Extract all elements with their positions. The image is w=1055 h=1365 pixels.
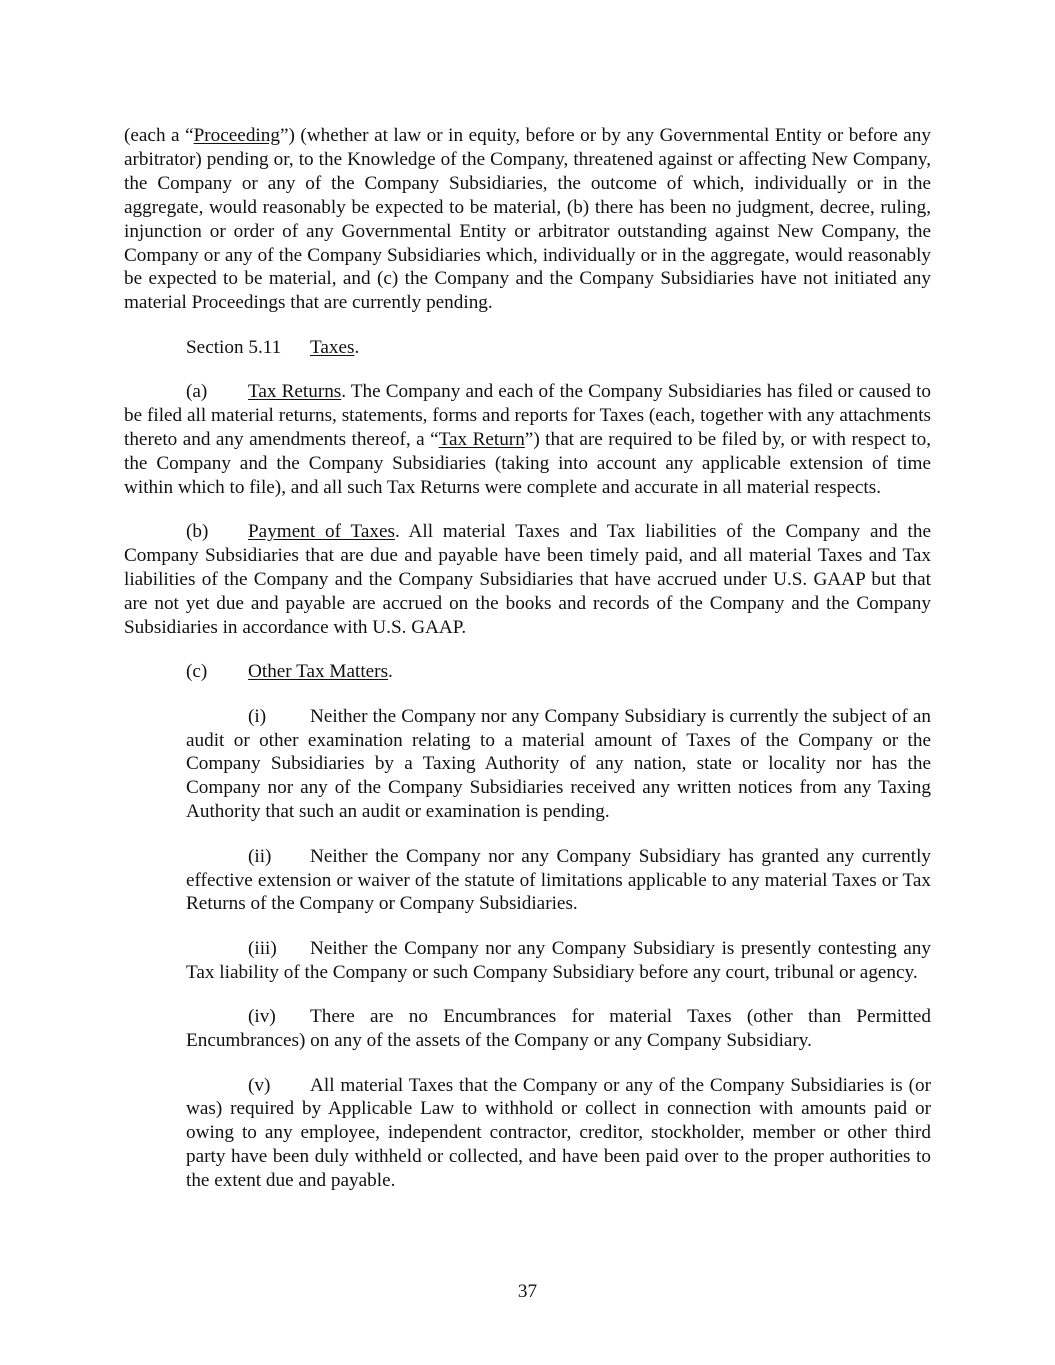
text-run: .	[388, 661, 393, 683]
text-run: .	[354, 336, 360, 358]
text-run: . The Company and each of the Company Subsidiaries has filed or caused to be filed all material returns, statements, forms and reports for Taxes (each, together with any attachments thereto and any amendments thereof, a “	[124, 381, 931, 450]
section-heading	[124, 336, 931, 360]
defined-term-tax-return: Tax Return	[438, 428, 525, 450]
subclause-label: (iv)	[248, 1006, 276, 1028]
subclause-i	[186, 705, 931, 825]
subclause-text: Neither the Company nor any Company Subsidiary is presently contesting any Tax liability of the Company or such Company Subsidiary before any court, tribunal or agency.	[186, 937, 931, 983]
clause-label: (b)	[186, 521, 209, 543]
clause-b	[124, 520, 931, 640]
subclause-label: (ii)	[248, 845, 272, 867]
subclause-text: All material Taxes that the Company or any of the Company Subsidiaries is (or was) required by Applicable Law to withhold or collect in connection with amounts paid or owing to any employee, independent contractor, creditor, stockholder, member or other third party have been duly withheld or collected, and have been paid over to the proper authorities to the extent due and payable.	[186, 1074, 931, 1192]
subclause-ii	[186, 845, 931, 917]
clause-label: (a)	[186, 381, 208, 403]
section-title: Taxes	[310, 336, 355, 358]
clause-a	[124, 380, 931, 500]
subclause-label: (i)	[248, 705, 267, 727]
subclause-text: Neither the Company nor any Company Subsidiary is currently the subject of an audit or other examination relating to a material amount of Taxes of the Company or the Company Subsidiaries by a Taxing Authority of any nation, state or locality nor has the Company nor any of the Company Subsidiaries received any written notices from any Taxing Authority that such an audit or examination is pending.	[186, 705, 931, 823]
subclause-iv	[186, 1005, 931, 1053]
clause-c	[124, 660, 931, 684]
clause-heading: Payment of Taxes	[248, 521, 395, 543]
text-run: . All material Taxes and Tax liabilities of the Company and the Company Subsidiaries that are due and payable have been timely paid, and all material Taxes and Tax liabilities of the Company and the Company Subsidiaries that have accrued under U.S. GAAP but that are not yet due and payable are accrued on the books and records of the Company and the Company Subsidiaries in accordance with U.S. GAAP.	[124, 521, 931, 638]
clause-heading: Tax Returns	[248, 381, 342, 403]
proceeding-paragraph	[124, 124, 931, 315]
subclause-text: There are no Encumbrances for material Taxes (other than Permitted Encumbrances) on any of the assets of the Company or any Company Subsidiary.	[186, 1006, 931, 1052]
subclause-label: (v)	[248, 1074, 271, 1096]
defined-term-proceeding: Proceeding	[193, 125, 280, 146]
page-number: 37	[517, 1281, 538, 1302]
subclause-v	[186, 1074, 931, 1194]
subclause-iii	[186, 937, 931, 985]
text-run: ”) (whether at law or in equity, before or by any Governmental Entity or before any arbitrator) pending or, to the Knowledge of the Company, threatened against or affecting New Company, the Company or any of the Company Subsidiaries, the outcome of which, individually or in the aggregate, would reasonably be expected to be material, (b) there has been no judgment, decree, ruling, injunction or order of any Governmental Entity or arbitrator outstanding against New Company, the Company or any of the Company Subsidiaries which, individually or in the aggregate, would reasonably be expected to be material, and (c) the Company and the Company Subsidiaries have not initiated any material Proceedings that are currently pending.	[124, 125, 931, 314]
subclause-text: Neither the Company nor any Company Subsidiary has granted any currently effective extension or waiver of the statute of limitations applicable to any material Taxes or Tax Returns of the Company or Company Subsidiaries.	[186, 845, 931, 915]
text-run: (each a “	[124, 125, 194, 146]
clause-heading: Other Tax Matters	[248, 661, 389, 683]
subclause-label: (iii)	[248, 937, 277, 959]
clause-label: (c)	[186, 661, 208, 683]
text-run: ”) that are required to be filed by, or with respect to, the Company and the Company Subsidiaries (taking into account any applicable extension of time within which to file), and all such Tax Returns were complete and accurate in all material respects.	[124, 428, 932, 498]
section-number: Section 5.11	[186, 336, 282, 358]
